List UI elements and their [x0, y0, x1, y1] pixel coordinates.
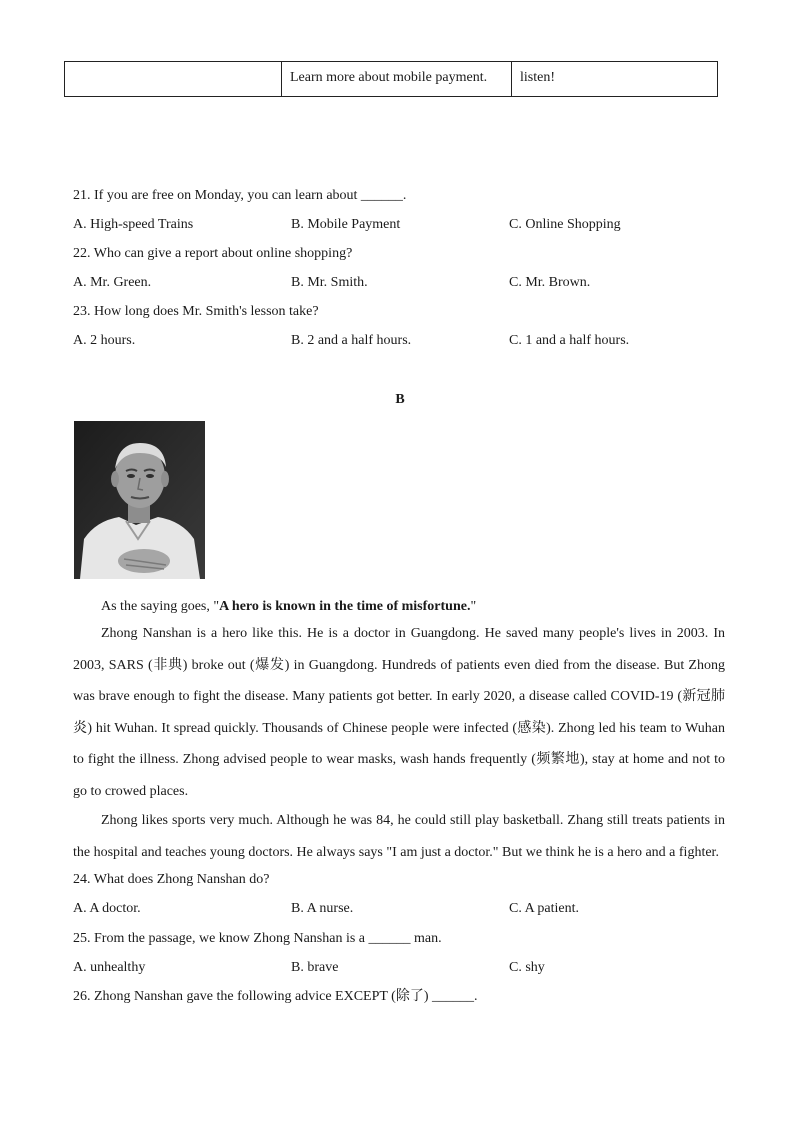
- option-a[interactable]: A. High-speed Trains: [73, 217, 194, 232]
- question-21-options: [73, 215, 733, 235]
- option-b[interactable]: B. Mr. Smith.: [291, 275, 368, 290]
- question-25-options: [73, 958, 733, 978]
- passage-paragraph-1: Zhong Nanshan is a hero like this. He is a doctor in Guangdong. He saved many people's lives in 2003. In 2003, SARS (非典) broke out (爆发) in Guangdong. Hundreds of patients even died from the disease. But Zhong was brave enough to fight the disease. Many patients got better. In early 2020, a disease called COVID-19 (新冠肺炎) hit Wuhan. It spread quickly. Thousands of Chinese people were infected (感染). Zhong led his team to Wuhan to fight the illness. Zhong advised people to wear masks, wash hands frequently (频繁地), stay at home and not to go to crowed places.: [73, 626, 725, 799]
- option-c[interactable]: C. shy: [509, 960, 545, 975]
- question-23-options: [73, 331, 733, 351]
- option-b[interactable]: B. A nurse.: [291, 901, 354, 916]
- option-c[interactable]: C. 1 and a half hours.: [509, 333, 630, 348]
- portrait-photo-icon: [74, 421, 205, 579]
- question-21-stem: 21. If you are free on Monday, you can learn about ______.: [73, 188, 407, 203]
- table-cell-activity: Learn more about mobile payment.: [282, 62, 512, 96]
- option-a[interactable]: A. unhealthy: [73, 960, 146, 975]
- option-b[interactable]: B. Mobile Payment: [291, 217, 401, 232]
- option-a[interactable]: A. Mr. Green.: [73, 275, 152, 290]
- question-25-stem: 25. From the passage, we know Zhong Nanshan is a ______ man.: [73, 931, 442, 946]
- section-heading-b: B: [395, 392, 405, 407]
- schedule-table-row: [64, 61, 718, 97]
- intro-saying: As the saying goes, "A hero is known in the time of misfortune.": [101, 599, 477, 614]
- question-24-stem: 24. What does Zhong Nanshan do?: [73, 872, 270, 887]
- question-23-stem: 23. How long does Mr. Smith's lesson take?: [73, 304, 319, 319]
- option-c[interactable]: C. Online Shopping: [509, 217, 621, 232]
- option-c[interactable]: C. Mr. Brown.: [509, 275, 591, 290]
- option-b[interactable]: B. brave: [291, 960, 339, 975]
- option-b[interactable]: B. 2 and a half hours.: [291, 333, 412, 348]
- option-a[interactable]: A. 2 hours.: [73, 333, 136, 348]
- passage-paragraph-2: Zhong likes sports very much. Although he was 84, he could still play basketball. Zhang still treats patients in the hospital and teaches young doctors. He always says "I am just a doctor." But we think he is a hero and a fighter.: [73, 813, 725, 860]
- question-24-options: [73, 899, 733, 919]
- question-26-stem: 26. Zhong Nanshan gave the following advice EXCEPT (除了) ______.: [73, 989, 478, 1004]
- saying-bold: A hero is known in the time of misfortune.: [219, 599, 471, 614]
- option-c[interactable]: C. A patient.: [509, 901, 579, 916]
- table-cell-action: listen!: [520, 70, 555, 85]
- question-22-stem: 22. Who can give a report about online shopping?: [73, 246, 353, 261]
- option-a[interactable]: A. A doctor.: [73, 901, 141, 916]
- table-cell-empty: [65, 62, 282, 96]
- question-22-options: [73, 273, 733, 293]
